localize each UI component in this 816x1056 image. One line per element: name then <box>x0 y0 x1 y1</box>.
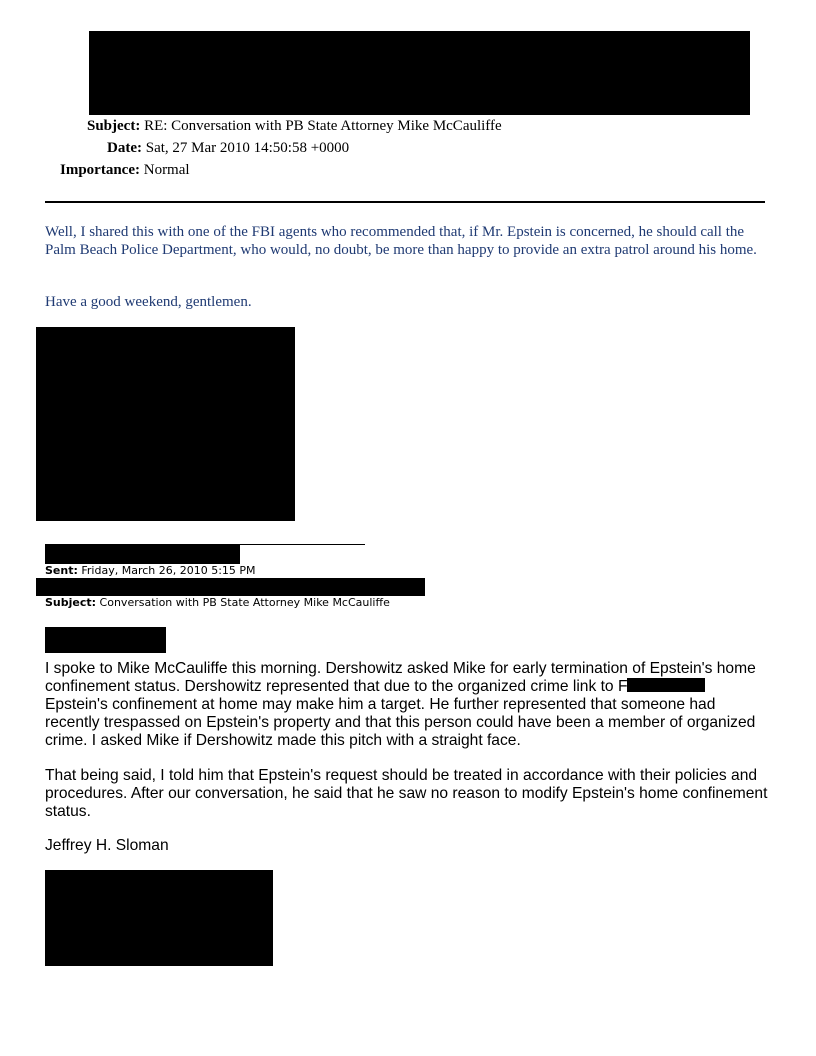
original-paragraph-1 <box>45 660 770 750</box>
forward-subject-row <box>45 596 390 610</box>
original-paragraph-1-text: I spoke to Mike McCauliffe this morning. Dershowitz asked Mike for early termination of Epstein's home confinement status. Dershowitz represented that due to the organized crime link to F <box>45 660 756 695</box>
redaction-from <box>45 544 240 564</box>
redaction-to <box>36 578 425 596</box>
redaction-bottom <box>45 870 273 966</box>
subject-value: RE: Conversation with PB State Attorney Mike McCauliffe <box>144 118 502 134</box>
original-paragraph-1-cont: Epstein's confinement at home may make him a target. He further represented that someone had recently trespassed on Epstein's property and that this person could have been a member of organized crime. I asked Mike if Dershowitz made this pitch with a straight face. <box>45 696 756 749</box>
redaction-inline-name <box>627 678 705 692</box>
sent-value: Friday, March 26, 2010 5:15 PM <box>81 564 256 577</box>
importance-label: Importance: <box>60 162 140 178</box>
redaction-signature-block <box>36 327 295 521</box>
reply-paragraph-2: Have a good weekend, gentlemen. <box>45 294 252 310</box>
forward-subject-value: Conversation with PB State Attorney Mike McCauliffe <box>99 596 390 609</box>
sent-label: Sent: <box>45 564 78 577</box>
date-value: Sat, 27 Mar 2010 14:50:58 +0000 <box>145 140 350 156</box>
subject-label: Subject: <box>87 118 141 134</box>
redaction-top <box>89 31 750 115</box>
forward-subject-label: Subject: <box>45 596 97 609</box>
importance-row <box>60 161 190 179</box>
original-signature: Jeffrey H. Sloman <box>45 837 169 854</box>
subject-row <box>87 117 502 135</box>
reply-paragraph-1: Well, I shared this with one of the FBI agents who recommended that, if Mr. Epstein is concerned, he should call the Palm Beach Police Department, who would, no doubt, be more than happy to provide an extra patrol around his home. <box>45 224 757 258</box>
date-label: Date: <box>107 140 142 156</box>
sent-row <box>45 564 256 578</box>
date-row <box>107 139 349 157</box>
header-divider <box>45 201 765 203</box>
importance-value: Normal <box>143 162 190 178</box>
redaction-salutation <box>45 627 166 653</box>
original-paragraph-2: That being said, I told him that Epstein's request should be treated in accordance with their policies and procedures. After our conversation, he said that he saw no reason to modify Epstein's home confinement status. <box>45 767 768 820</box>
